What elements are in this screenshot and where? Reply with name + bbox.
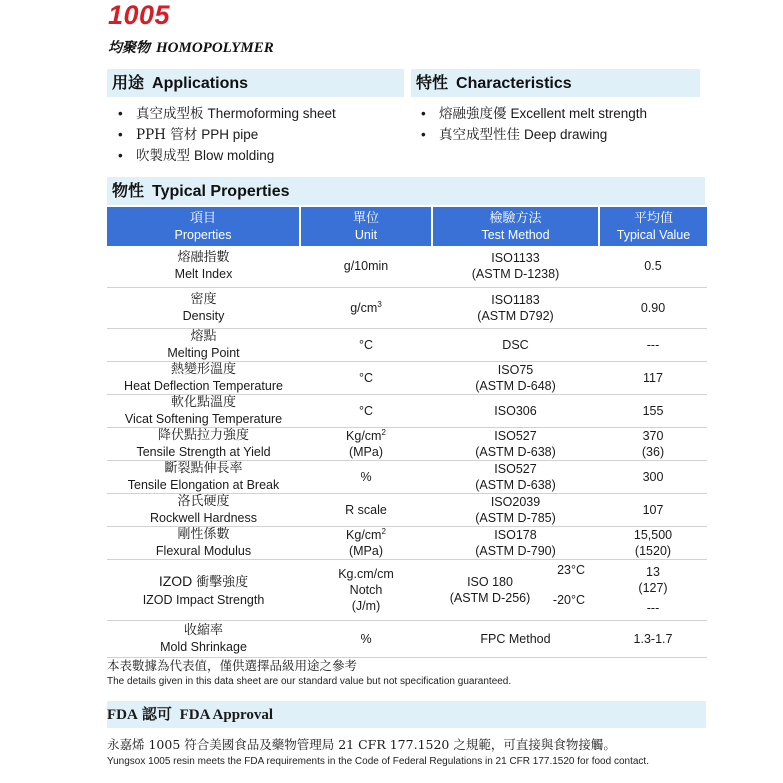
property-method: DSC: [432, 328, 599, 361]
property-value: 0.90: [599, 287, 707, 328]
property-method: ISO75 (ASTM D-648): [432, 361, 599, 394]
characteristic-en: Deep drawing: [524, 127, 608, 142]
fda-statement-en: Yungsox 1005 resin meets the FDA requirements in the Code of Federal Regulations in 21 CFR 177.1520 for food contact.: [107, 756, 649, 767]
fda-header: [107, 701, 706, 728]
table-row: [107, 460, 707, 493]
table-row: [107, 493, 707, 526]
bullet-icon: •: [421, 127, 426, 142]
property-name: 降伏點拉力強度 Tensile Strength at Yield: [107, 427, 300, 460]
property-value: 13 (127) ---: [599, 559, 707, 620]
applications-header: [107, 69, 404, 97]
property-unit: $Kg/cm^2$ (MPa): [300, 526, 432, 559]
property-name: 斷裂點伸長率 Tensile Elongation at Break: [107, 460, 300, 493]
property-unit: $Kg/cm^2$ (MPa): [300, 427, 432, 460]
property-name: 熔點 Melting Point: [107, 328, 300, 361]
list-item: [108, 124, 336, 145]
property-value: 15,500 (1520): [599, 526, 707, 559]
property-unit: %: [300, 460, 432, 493]
application-zh: 真空成型板: [136, 106, 204, 122]
list-item: [411, 103, 647, 124]
fda-title-zh: 認可: [141, 705, 172, 723]
property-method: ISO527 (ASTM D-638): [432, 427, 599, 460]
grade-title: 1005: [108, 0, 171, 30]
table-row: [107, 328, 707, 361]
disclaimer-zh: 本表數據為代表值，僅供選擇品級用途之參考: [107, 658, 358, 673]
property-value: 370 (36): [599, 427, 707, 460]
property-name: 熱變形溫度 Heat Deflection Temperature: [107, 361, 300, 394]
property-method: ISO2039 (ASTM D-785): [432, 493, 599, 526]
property-method: ISO 180 (ASTM D-256) 23°C -20°C: [432, 559, 599, 620]
properties-table: [107, 207, 707, 658]
property-unit: °C: [300, 361, 432, 394]
fda-statement-zh: 永嘉烯 1005 符合美國食品及藥物管理局 21 CFR 177.1520 之規範，可直接與食物接觸。: [107, 737, 616, 752]
application-en: Blow molding: [194, 148, 275, 163]
fda-title-en1: FDA: [107, 707, 138, 723]
table-row: [107, 620, 707, 657]
list-item: [411, 124, 647, 145]
bullet-icon: •: [421, 106, 426, 121]
property-value: 155: [599, 394, 707, 427]
property-method: ISO306: [432, 394, 599, 427]
applications-title-zh: 用途: [112, 73, 145, 92]
applications-title-en: Applications: [152, 75, 249, 92]
bullet-icon: •: [118, 148, 123, 163]
list-item: [108, 145, 336, 166]
characteristic-zh: 熔融強度優: [439, 106, 507, 122]
property-value: 300: [599, 460, 707, 493]
property-name: 軟化點溫度 Vicat Softening Temperature: [107, 394, 300, 427]
characteristic-en: Excellent melt strength: [510, 106, 648, 121]
property-method: ISO1133 (ASTM D-1238): [432, 246, 599, 287]
property-name: IZOD 衝擊強度 IZOD Impact Strength: [107, 559, 300, 620]
table-row: [107, 361, 707, 394]
property-unit: %: [300, 620, 432, 657]
property-method: ISO178 (ASTM D-790): [432, 526, 599, 559]
column-header-typical-value: 平均值 Typical Value: [599, 207, 707, 246]
property-unit: R scale: [300, 493, 432, 526]
column-header-unit: 單位 Unit: [300, 207, 432, 246]
table-row: [107, 427, 707, 460]
table-row: [107, 526, 707, 559]
temperature-minus20c: -20°C: [552, 592, 585, 607]
property-value: 1.3-1.7: [599, 620, 707, 657]
characteristics-title-zh: 特性: [416, 73, 449, 92]
typical-properties-header: [107, 177, 705, 205]
property-method: ISO527 (ASTM D-638): [432, 460, 599, 493]
property-unit: Kg.cm/cm Notch (J/m): [300, 559, 432, 620]
table-header-row: [107, 207, 707, 246]
polymer-type-en: HOMOPOLYMER: [156, 40, 274, 56]
property-unit: °C: [300, 328, 432, 361]
property-method: ISO1183 (ASTM D792): [432, 287, 599, 328]
property-name: 洛氏硬度 Rockwell Hardness: [107, 493, 300, 526]
typical-properties-title-en: Typical Properties: [152, 183, 290, 200]
property-value: 107: [599, 493, 707, 526]
list-item: [108, 103, 336, 124]
property-name: 剛性係數 Flexural Modulus: [107, 526, 300, 559]
table-row-izod: [107, 559, 707, 620]
property-unit: g/10min: [300, 246, 432, 287]
bullet-icon: •: [118, 127, 123, 142]
property-unit: $g/cm^3$: [300, 287, 432, 328]
table-row: [107, 287, 707, 328]
characteristics-header: [411, 69, 700, 97]
characteristics-list: [411, 103, 647, 145]
property-value: 0.5: [599, 246, 707, 287]
property-name: 密度 Density: [107, 287, 300, 328]
bullet-icon: •: [118, 106, 123, 121]
application-en: Thermoforming sheet: [207, 106, 336, 121]
property-method: FPC Method: [432, 620, 599, 657]
table-row: [107, 246, 707, 287]
polymer-type-zh: 均聚物: [108, 40, 150, 56]
property-value: ---: [599, 328, 707, 361]
application-zh: 吹製成型: [136, 148, 190, 164]
polymer-type: [108, 37, 274, 57]
application-zh: PPH 管材: [136, 127, 198, 143]
property-name: 收縮率 Mold Shrinkage: [107, 620, 300, 657]
typical-properties-title-zh: 物性: [112, 181, 145, 200]
temperature-23c: 23°C: [557, 562, 585, 577]
column-header-test-method: 檢驗方法 Test Method: [432, 207, 599, 246]
table-row: [107, 394, 707, 427]
fda-title-en2: FDA Approval: [179, 707, 274, 723]
property-unit: °C: [300, 394, 432, 427]
disclaimer-en: The details given in this data sheet are our standard value but not specification guaranteed.: [107, 676, 512, 687]
property-name: 熔融指數 Melt Index: [107, 246, 300, 287]
characteristic-zh: 真空成型性佳: [439, 127, 520, 143]
property-value: 117: [599, 361, 707, 394]
column-header-properties: 項目 Properties: [107, 207, 300, 246]
application-en: PPH pipe: [201, 127, 259, 142]
characteristics-title-en: Characteristics: [456, 75, 572, 92]
applications-list: [108, 103, 336, 166]
